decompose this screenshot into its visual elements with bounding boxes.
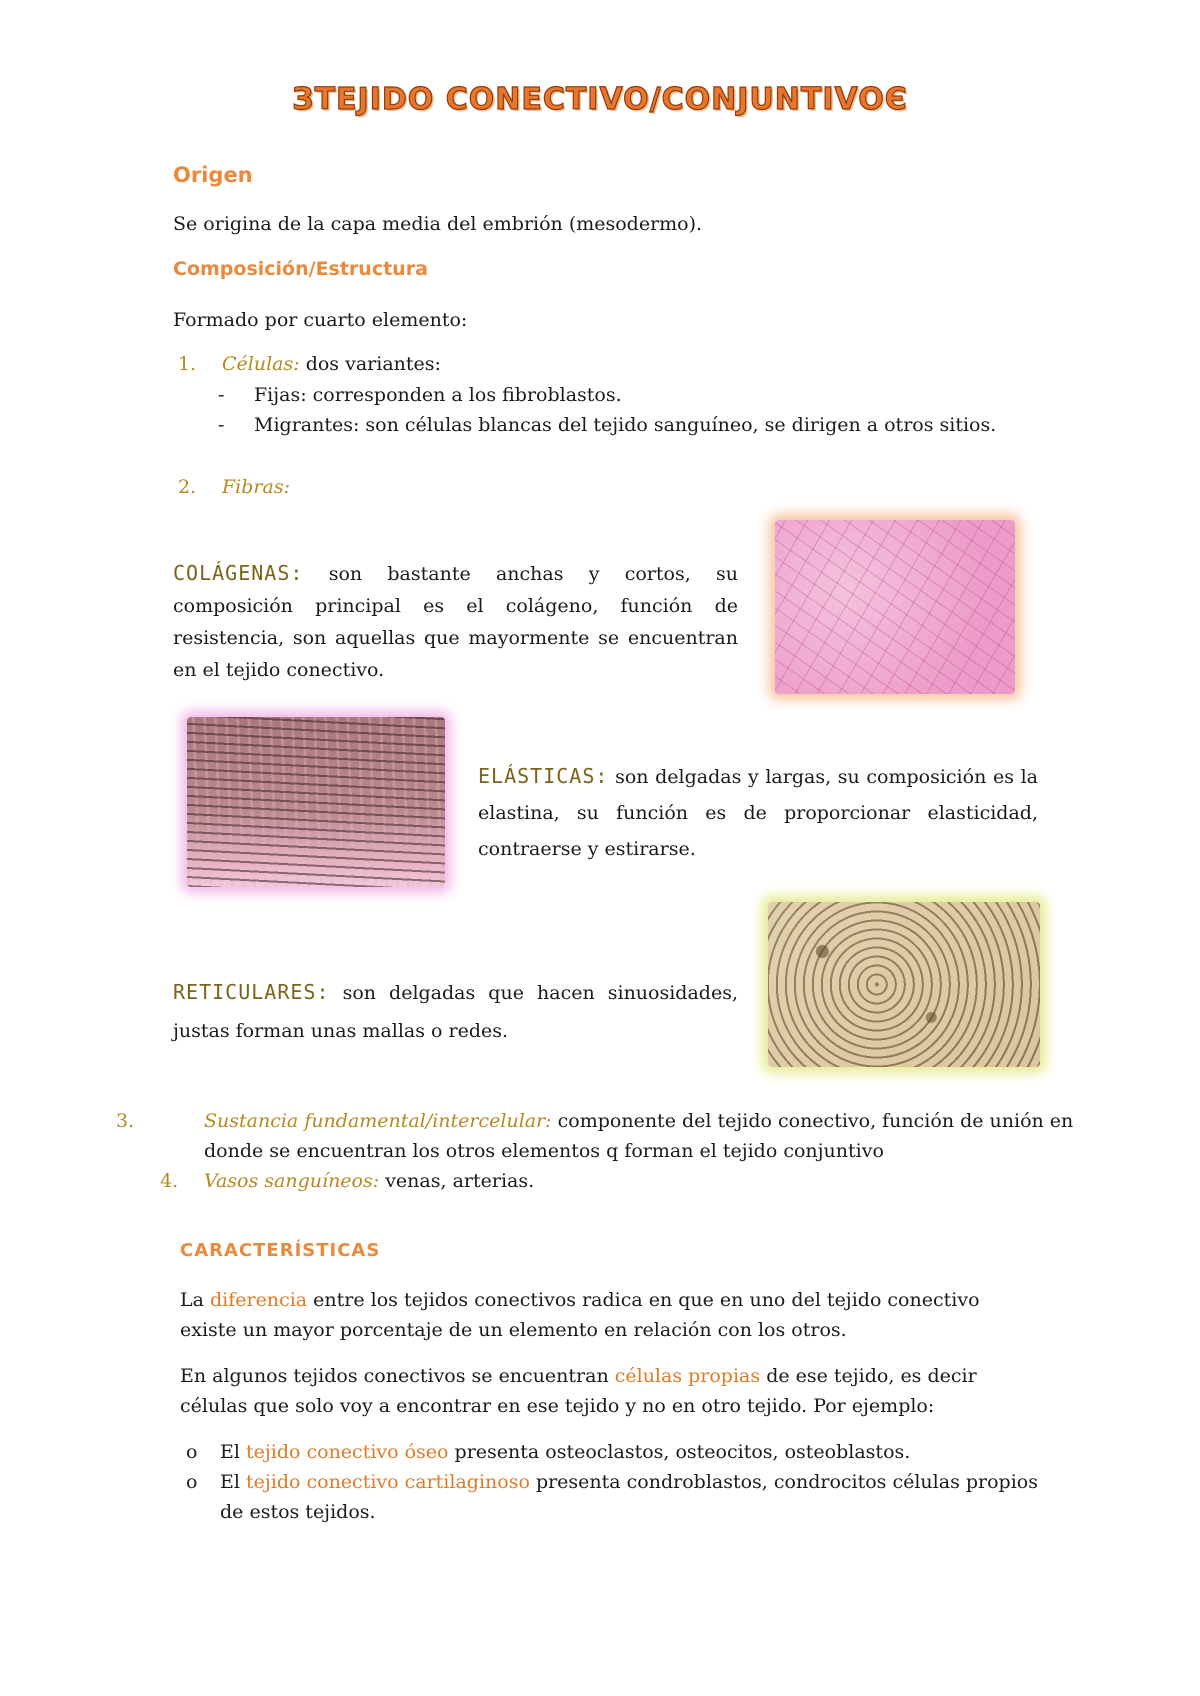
celulas-sublist <box>218 380 1038 440</box>
colagenas-micrograph <box>775 520 1015 694</box>
bullet-post: presenta condroblastos, condrocitos células propios de estos tejidos. <box>220 1471 1038 1523</box>
p2-highlight: células propias <box>614 1365 761 1387</box>
composicion-intro: Formado por cuarto elemento: <box>173 309 468 331</box>
colagenas-paragraph <box>173 557 738 686</box>
list-item: - Migrantes: son células blancas del tejido sanguíneo, se dirigen a otros sitios. <box>218 410 1038 440</box>
bullet-pre: El <box>220 1471 240 1493</box>
reticulares-title: RETICULARES: <box>173 980 330 1004</box>
p1-highlight: diferencia <box>210 1289 308 1311</box>
list-item-fibras <box>178 472 290 502</box>
list-number: 3. <box>116 1110 135 1132</box>
list-number: 4. <box>160 1170 179 1192</box>
elasticas-paragraph <box>478 758 1038 867</box>
celulas-label: Células: <box>222 353 300 375</box>
heading-caracteristicas: CARACTERÍSTICAS <box>180 1240 381 1261</box>
fibras-label: Fibras: <box>222 476 290 498</box>
bullet-highlight: tejido conectivo óseo <box>246 1441 449 1463</box>
list-number: 2. <box>178 476 197 498</box>
vasos-label: Vasos sanguíneos: <box>204 1170 380 1192</box>
colagenas-text: son bastante anchas y cortos, su composición principal es el colágeno, función de resistencia, son aquellas que mayormente se encuentran en el tejido conectivo. <box>173 563 738 681</box>
ejemplos-list <box>180 1437 1040 1527</box>
celulas-text: dos variantes: <box>305 353 441 375</box>
page-title: ЗTEJIDO CONECTIVO/CONJUNTIVOЄ <box>292 82 908 117</box>
bullet-pre: El <box>220 1441 240 1463</box>
colagenas-title: COLÁGENAS: <box>173 561 304 585</box>
origen-text: Se origina de la capa media del embrión (mesodermo). <box>173 213 703 235</box>
reticulares-micrograph <box>768 902 1040 1067</box>
elasticas-micrograph <box>187 717 445 887</box>
list-item <box>180 1437 1040 1467</box>
sustancia-text: componente del tejido conectivo, función de unión en donde se encuentran los otros elementos q forman el tejido conjuntivo <box>204 1110 1074 1162</box>
elasticas-title: ELÁSTICAS: <box>478 764 609 788</box>
bullet-highlight: tejido conectivo cartilaginoso <box>246 1471 530 1493</box>
vasos-text: venas, arterias. <box>385 1170 535 1192</box>
heading-origen: Origen <box>173 163 253 187</box>
list-item-vasos <box>160 1166 534 1196</box>
sustancia-label: Sustancia fundamental/intercelular: <box>204 1110 552 1132</box>
list-number: 1. <box>178 353 197 375</box>
reticulares-text: son delgadas que hacen sinuosidades, justas forman unas mallas o redes. <box>173 982 738 1042</box>
elasticas-text: son delgadas y largas, su composición es la elastina, su función es de proporcionar elasticidad, contraerse y estirarse. <box>478 766 1038 860</box>
p2-pre: En algunos tejidos conectivos se encuentran <box>180 1365 609 1387</box>
list-item <box>180 1467 1040 1527</box>
p2-post: de ese tejido, es decir células que solo voy a encontrar en ese tejido y no en otro tejido. Por ejemplo: <box>180 1365 977 1417</box>
p1-pre: La <box>180 1289 204 1311</box>
reticulares-paragraph <box>173 973 738 1050</box>
caracteristicas-paragraph-2 <box>180 1361 1040 1421</box>
bullet-post: presenta osteoclastos, osteocitos, osteoblastos. <box>454 1441 911 1463</box>
list-item-celulas <box>178 349 441 379</box>
heading-composicion: Composición/Estructura <box>173 258 428 280</box>
list-item-sustancia <box>116 1106 1084 1166</box>
list-item: - Fijas: corresponden a los fibroblastos. <box>218 380 1038 410</box>
p1-post: entre los tejidos conectivos radica en que en uno del tejido conectivo existe un mayor porcentaje de un elemento en relación con los otros. <box>180 1289 980 1341</box>
caracteristicas-paragraph-1 <box>180 1285 1040 1345</box>
